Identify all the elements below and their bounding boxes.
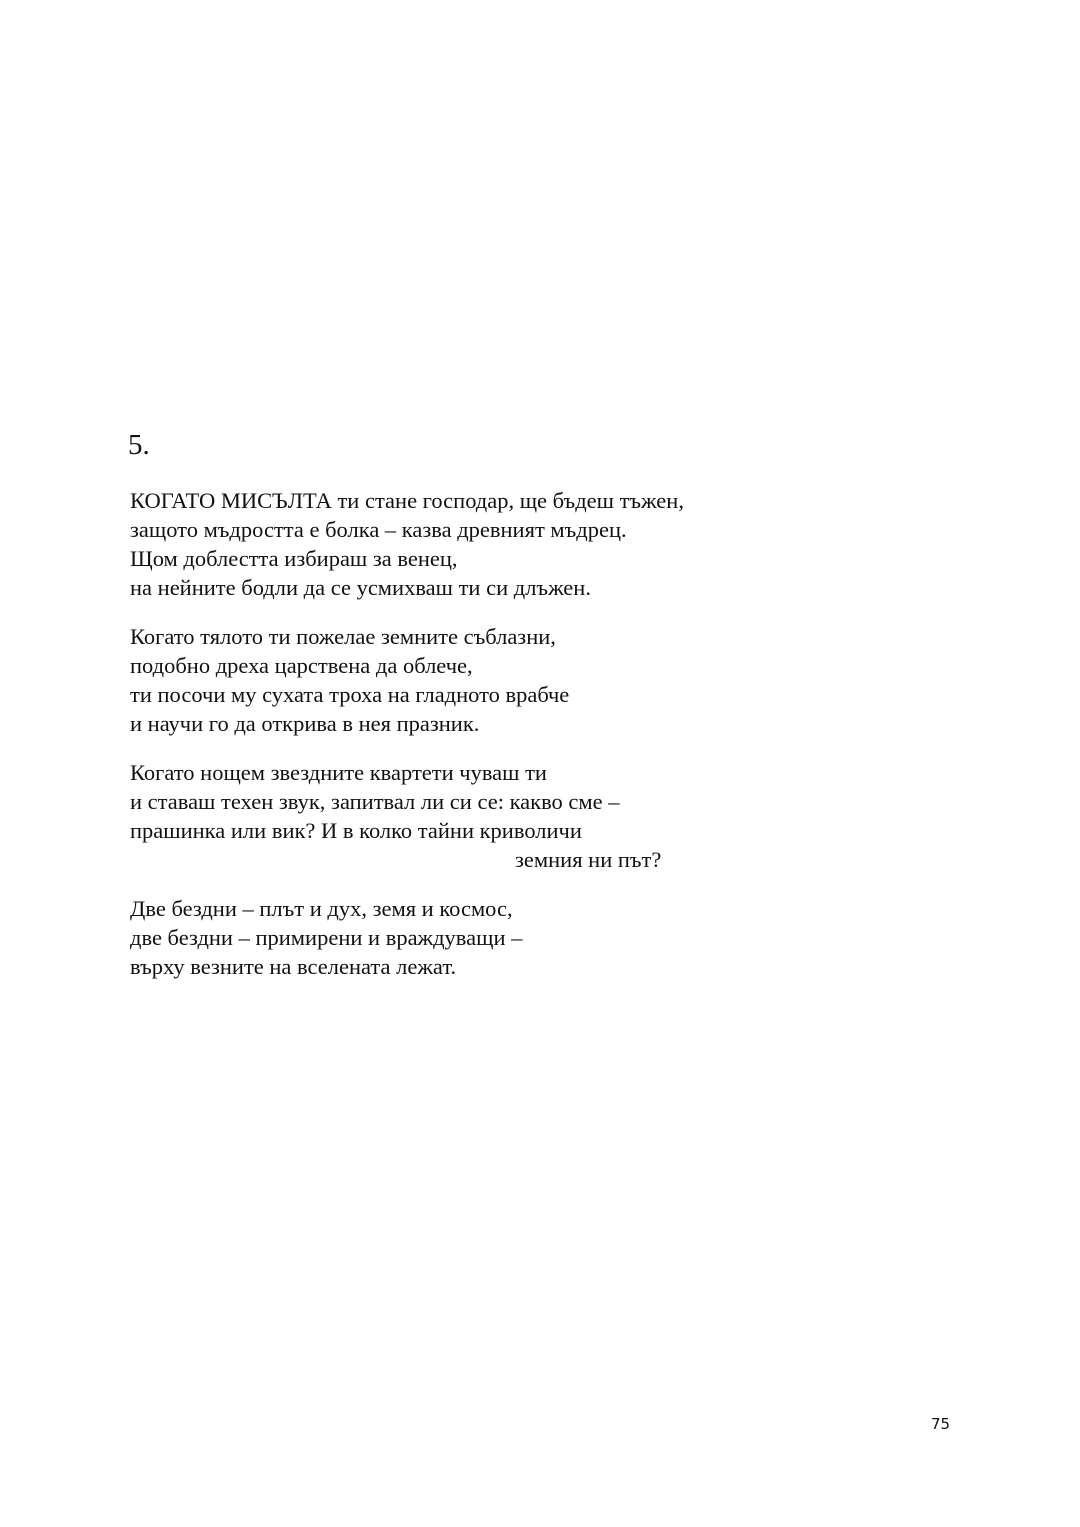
poem-line: Две бездни – плът и дух, земя и космос, (130, 896, 513, 921)
poem-line: КОГАТО МИСЪЛТА ти стане господар, ще бъдеш тъжен, (130, 488, 684, 513)
poem-line: защото мъдростта е болка – казва древният мъдрец. (130, 517, 627, 542)
poem-line: прашинка или вик? И в колко тайни криволичи (130, 818, 582, 843)
stanza-4 (130, 894, 930, 981)
poem-line: и научи го да открива в нея празник. (130, 711, 480, 736)
page-number: 75 (931, 1415, 951, 1433)
stanza-2 (130, 622, 930, 738)
poem-line: подобно дреха царствена да облече, (130, 653, 473, 678)
poem-line: Когато тялото ти пожелае земните съблазни, (130, 624, 556, 649)
poem-line-indented: земния ни път? (515, 847, 662, 872)
poem-line: на нейните бодли да се усмихваш ти си длъжен. (130, 575, 591, 600)
poem-line: Щом доблестта избираш за венец, (130, 546, 458, 571)
poem-line: две бездни – примирени и враждуващи – (130, 925, 523, 950)
poem-line: върху везните на вселената лежат. (130, 954, 457, 979)
poem-body (130, 486, 930, 1001)
stanza-1 (130, 486, 930, 602)
poem-line: Когато нощем звездните квартети чуваш ти (130, 760, 547, 785)
poem-line: и ставаш техен звук, запитвал ли си се: какво сме – (130, 789, 620, 814)
poem-number: 5. (128, 429, 150, 461)
stanza-3 (130, 758, 930, 874)
poem-line: ти посочи му сухата троха на гладното врабче (130, 682, 570, 707)
